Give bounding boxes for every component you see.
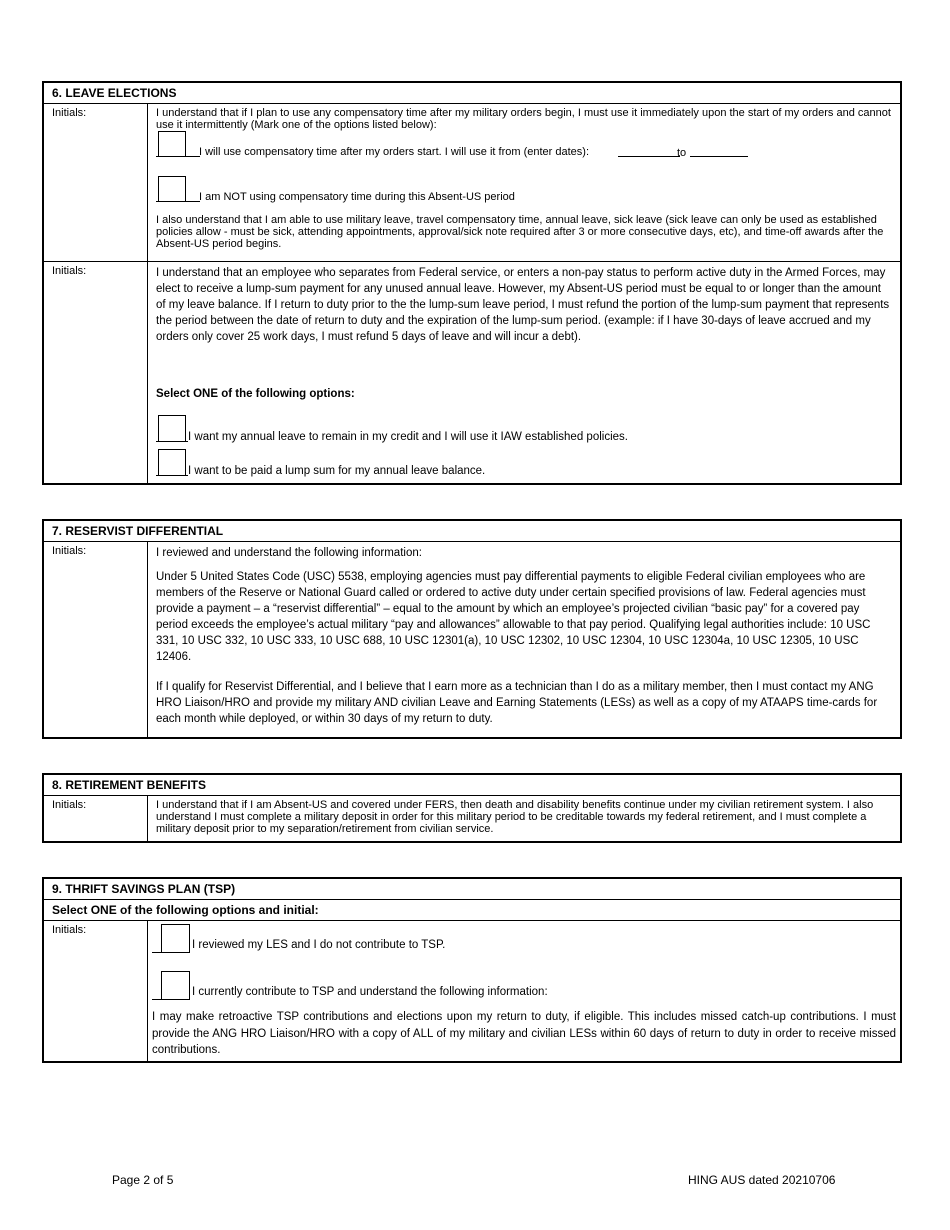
comp-time-content xyxy=(148,104,900,261)
comp-time-start-date-field[interactable] xyxy=(618,156,680,157)
reservist-content xyxy=(148,542,900,737)
section-thrift-savings-plan xyxy=(42,877,902,1063)
tsp-content xyxy=(148,921,900,1061)
section-leave-elections xyxy=(42,81,902,485)
lump-sum-paragraph: I understand that an employee who separates from Federal service, or enters a non-pay status to perform active duty in the Armed Forces, may elect to receive a lump-sum payment for any unused annual leave. However, my Absent-US period must be equal to or longer than the amount of my leave balance. If I return to duty prior to the the lump-sum leave period, I must refund the portion of the lump-sum payment that represents the period between the date of return to duty and the expiration of the lump-sum period. (example: if I have 30-days of leave accrued and my orders only cover 25 work days, I must refund 5 days of leave and will incur a debt). xyxy=(156,267,890,343)
tsp-option2-checkbox[interactable] xyxy=(161,971,190,1000)
reservist-paragraph-2: If I qualify for Reservist Differential, and I believe that I earn more as a technician than I do as a military member, then I must contact my ANG HRO Liaison/HRO and provide my military AND civilian Leave and Earning Statements (LESs) as well as a copy of my ATAAPS time-cards for each month while deployed, or within 30 days of my return to duty. xyxy=(156,681,878,725)
lump-sum-content xyxy=(148,262,900,485)
comp-time-to-label: to xyxy=(677,147,687,159)
tsp-paragraph: I may make retroactive TSP contributions and elections upon my return to duty, if eligible. This includes missed catch-up contributions. I must provide the ANG HRO Liaison/HRO with a copy of ALL of my military and civilian LESs within 60 days of return to duty in order to receive missed contributions. xyxy=(152,1011,896,1056)
tsp-option1-checkbox[interactable] xyxy=(161,924,190,953)
initials-label: Initials: xyxy=(44,104,148,261)
comp-time-option2-checkbox[interactable] xyxy=(158,176,186,202)
lump-sum-option1-label: I want my annual leave to remain in my credit and I will use it IAW established policies. xyxy=(188,431,628,443)
initials-label: Initials: xyxy=(44,262,148,485)
comp-time-option1-label: I will use compensatory time after my orders start. I will use it from (enter dates): xyxy=(199,146,590,158)
section-7-title: 7. RESERVIST DIFFERENTIAL xyxy=(44,521,900,542)
section-reservist-differential xyxy=(42,519,902,739)
section-6-title: 6. LEAVE ELECTIONS xyxy=(44,83,900,104)
lump-sum-select-heading: Select ONE of the following options: xyxy=(156,388,355,400)
page-number: Page 2 of 5 xyxy=(112,1173,174,1187)
retirement-paragraph: I understand that if I am Absent-US and covered under FERS, then death and disability benefits continue under my civilian retirement system. I also understand I must complete a military deposit in order for this military period to be creditable towards my federal retirement, and I must complete a military deposit prior to my separation/retirement from civilian service. xyxy=(156,799,874,835)
form-id: HING AUS dated 20210706 xyxy=(688,1173,836,1187)
comp-time-intro: I understand that if I plan to use any compensatory time after my military orders begin, I must use it immediately upon the start of my orders and cannot use it intermittently (Mark one of the options listed below): xyxy=(156,107,891,131)
retirement-row xyxy=(44,796,900,841)
tsp-option2-label: I currently contribute to TSP and understand the following information: xyxy=(192,986,548,998)
reservist-row xyxy=(44,542,900,737)
reservist-intro: I reviewed and understand the following information: xyxy=(156,547,422,559)
tsp-option1-label: I reviewed my LES and I do not contribute to TSP. xyxy=(192,939,446,951)
tsp-row xyxy=(44,921,900,1061)
comp-time-option1-checkbox[interactable] xyxy=(158,131,186,157)
initials-label: Initials: xyxy=(44,796,148,841)
comp-time-option2-label: I am NOT using compensatory time during this Absent-US period xyxy=(199,191,515,203)
lump-sum-option2-checkbox[interactable] xyxy=(158,449,186,476)
lump-sum-option2-label: I want to be paid a lump sum for my annual leave balance. xyxy=(188,465,486,477)
section-9-subtitle: Select ONE of the following options and initial: xyxy=(44,900,900,921)
reservist-paragraph-1: Under 5 United States Code (USC) 5538, employing agencies must pay differential payments to eligible Federal civilian employees who are members of the Reserve or National Guard called or ordered to active duty under certain specified provisions of law. Federal agencies must provide a payment – a “reservist differential” – equal to the amount by which an employee’s projected civilian “basic pay” for a covered pay period exceeds the employee’s actual military “pay and allowances” allowable to that pay period. Qualifying legal authorities include: 10 USC 331, 10 USC 332, 10 USC 333, 10 USC 688, 10 USC 12301(a), 10 USC 12302, 10 USC 12304, 10 USC 12304a, 10 USC 12305, 10 USC 12406. xyxy=(156,571,871,663)
section-9-title: 9. THRIFT SAVINGS PLAN (TSP) xyxy=(44,879,900,900)
section-retirement-benefits xyxy=(42,773,902,843)
lump-sum-option1-checkbox[interactable] xyxy=(158,415,186,442)
leave-lump-sum-row xyxy=(44,262,900,485)
initials-label: Initials: xyxy=(44,542,148,737)
retirement-content xyxy=(148,796,900,841)
section-8-title: 8. RETIREMENT BENEFITS xyxy=(44,775,900,796)
comp-time-note: I also understand that I am able to use military leave, travel compensatory time, annual leave, sick leave (sick leave can only be used as established policies allow - must be sick, attending appointments, approval/sick note required after 3 or more consecutive days, etc), and time-off awards after the Absent-US period begins. xyxy=(156,214,884,250)
leave-comp-time-row xyxy=(44,104,900,262)
initials-label: Initials: xyxy=(44,921,148,1061)
comp-time-end-date-field[interactable] xyxy=(690,156,748,157)
